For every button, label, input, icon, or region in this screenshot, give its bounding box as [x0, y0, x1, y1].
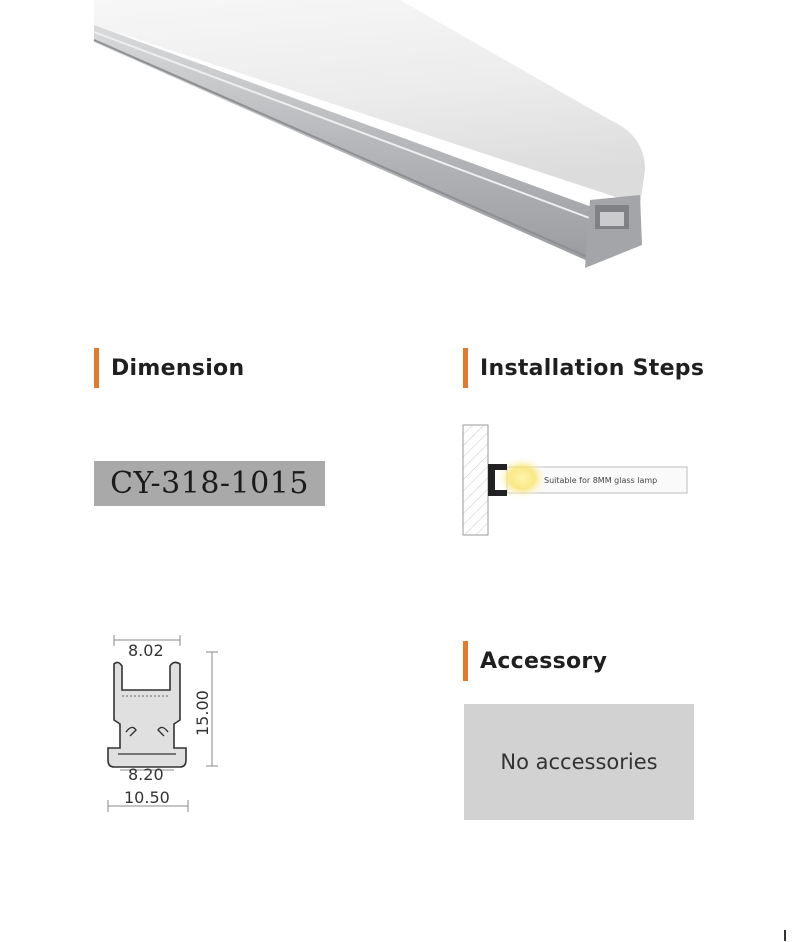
- accent-bar: [463, 348, 468, 388]
- profile-shape: [108, 662, 186, 767]
- product-image: [0, 0, 800, 300]
- accessory-box: [464, 704, 694, 820]
- accent-bar: [94, 348, 99, 388]
- dimension-inner-width: 8.20: [128, 765, 164, 784]
- installation-note: Suitable for 8MM glass lamp: [544, 476, 658, 485]
- accent-bar: [463, 641, 468, 681]
- dimension-title: Dimension: [111, 355, 245, 381]
- installation-title: Installation Steps: [480, 355, 705, 381]
- installation-heading: [463, 348, 704, 388]
- dimension-height: 15.00: [193, 690, 212, 736]
- accessory-text: No accessories: [500, 750, 658, 774]
- accessory-title: Accessory: [480, 648, 608, 674]
- dimension-heading: [94, 348, 244, 388]
- accessory-heading: [463, 641, 607, 681]
- installation-diagram: [462, 424, 692, 538]
- wall-section: [463, 425, 488, 535]
- page-marker: [784, 930, 786, 941]
- dimension-top-width: 8.02: [128, 641, 164, 660]
- model-code-box: [94, 461, 325, 506]
- model-code: CY-318-1015: [110, 466, 309, 501]
- profile-dimension-drawing: [100, 632, 230, 817]
- dimension-outer-width: 10.50: [124, 788, 170, 807]
